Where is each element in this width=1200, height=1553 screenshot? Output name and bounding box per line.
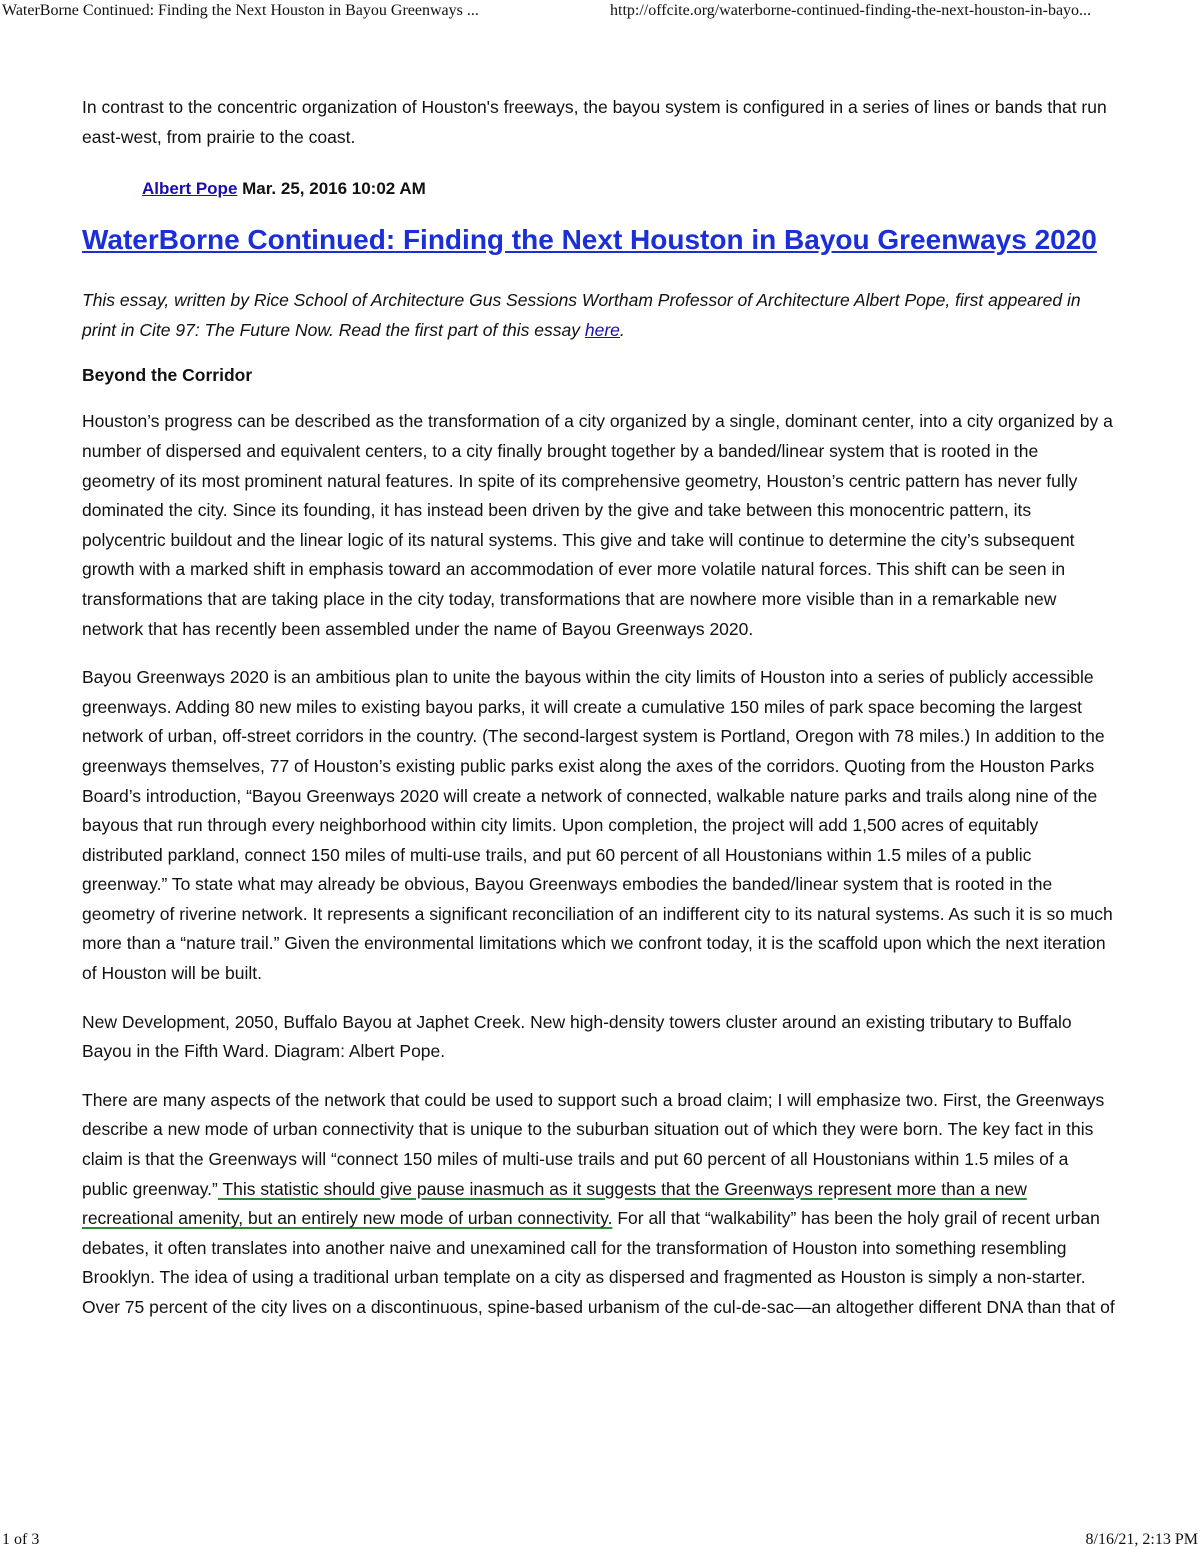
paragraph-3-end: For all that “walkability” has been the holy grail of recent urban debates, it often translates into another naive and unexamined call for the transformation of Houston into something resembling Brooklyn. The idea of using a traditional urban template on a city as dispersed and fragmented as Houston is simply a non-starter. Over 75 percent of the city lives on a discontinuous, spine-based urbanism of the cul-de-sac—an altogether different DNA than that of xyxy=(82,1208,1115,1317)
author-link[interactable]: Albert Pope xyxy=(142,179,238,199)
paragraph-3-start: There are many aspects of the network that could be used to support such a broad claim; I will emphasize two. First, the Greenways describe a new mode of urban connectivity that is unique to the suburban situation out of which they were born. The key fact in this claim is that the Greenways will “connect 150 miles of multi-use trails and put 60 percent of all Houstonians within 1.5 miles of a public greenway.” xyxy=(82,1089,1105,1199)
paragraph-1: Houston’s progress can be described as the transformation of a city organized by a single, dominant center, into a city organized by a number of dispersed and equivalent centers, to a city finally brought together by a banded/linear system that is rooted in the geometry of its most prominent natural features. In spite of its comprehensive geometry, Houston’s centric pattern has never fully dominated the city. Since its founding, it has instead been driven by the give and take between this monocentric pattern, its polycentric buildout and the linear logic of its natural systems. This give and take will continue to determine the city’s subsequent growth with a marked shift in emphasis toward an accommodation of ever more volatile natural forces. This shift can be seen in transformations that are taking place in the city today, transformations that are nowhere more visible than in a remarkable new network that has recently been assembled under the name of Bayou Greenways 2020. xyxy=(82,411,1113,639)
article-title-link[interactable]: WaterBorne Continued: Finding the Next Houston in Bayou Greenways 2020 xyxy=(82,224,1097,256)
paragraph-2: Bayou Greenways 2020 is an ambitious plan to unite the bayous within the city limits of Houston into a series of publicly accessible greenways. Adding 80 new miles to existing bayou parks, it will create a cumulative 150 miles of park space becoming the largest network of urban, off-street corridors in the country. (The second-largest system is Portland, Oregon with 78 miles.) In addition to the greenways themselves, 77 of Houston’s existing public parks exist along the axes of the corridors. Quoting from the Houston Parks Board’s introduction, “Bayou Greenways 2020 will create a network of connected, walkable nature parks and trails along nine of the bayous that run through every neighborhood within city limits. Upon completion, the project will add 1,500 acres of equitably distributed parkland, connect 150 miles of multi-use trails, and put 60 percent of all Houstonians within 1.5 miles of a public greenway.” To state what may already be obvious, Bayou Greenways embodies the banded/linear system that is rooted in the geometry of riverine network. It represents a significant reconciliation of an indifferent city to its natural systems. As such it is so much more than a “nature trail.” Given the environmental limitations which we confront today, it is the scaffold upon which the next iteration of Houston will be built. xyxy=(82,667,1113,984)
print-header-url: http://offcite.org/waterborne-continued-finding-the-next-houston-in-bayo... xyxy=(610,2,1092,19)
highlighted-passage: This statistic should give pause inasmuch as it suggests that the Greenways represent more than a new recreational amenity, but an entirely new mode of urban connectivity. xyxy=(82,1178,1027,1229)
print-datetime: 8/16/21, 2:13 PM xyxy=(1085,1531,1198,1548)
image-caption: New Development, 2050, Buffalo Bayou at Japhet Creek. New high-density towers cluster around an existing tributary to Buffalo Bayou in the Fifth Ward. Diagram: Albert Pope. xyxy=(82,1011,1072,1062)
print-footer xyxy=(0,1531,1200,1553)
article-content xyxy=(82,93,1116,1342)
section-heading: Beyond the Corridor xyxy=(82,365,253,386)
lede-text: This essay, written by Rice School of Architecture Gus Sessions Wortham Professor of Architecture Albert Pope, first appeared in print in Cite 97: The Future Now. Read the first part of this essay xyxy=(82,290,1081,340)
print-header xyxy=(0,0,1200,22)
lede-here-link[interactable]: here xyxy=(584,319,620,340)
article-title xyxy=(82,218,1116,262)
publish-date: Mar. 25, 2016 10:02 AM xyxy=(242,179,426,199)
intro-caption: In contrast to the concentric organization of Houston's freeways, the bayou system is configured in a series of lines or bands that run east-west, from prairie to the coast. xyxy=(82,97,1107,147)
page-number: 1 of 3 xyxy=(2,1531,40,1548)
byline xyxy=(142,174,1116,204)
print-header-title: WaterBorne Continued: Finding the Next Houston in Bayou Greenways ... xyxy=(2,2,479,19)
article-lede xyxy=(82,286,1116,345)
paragraph-3 xyxy=(82,1086,1116,1323)
lede-end: . xyxy=(619,319,625,340)
